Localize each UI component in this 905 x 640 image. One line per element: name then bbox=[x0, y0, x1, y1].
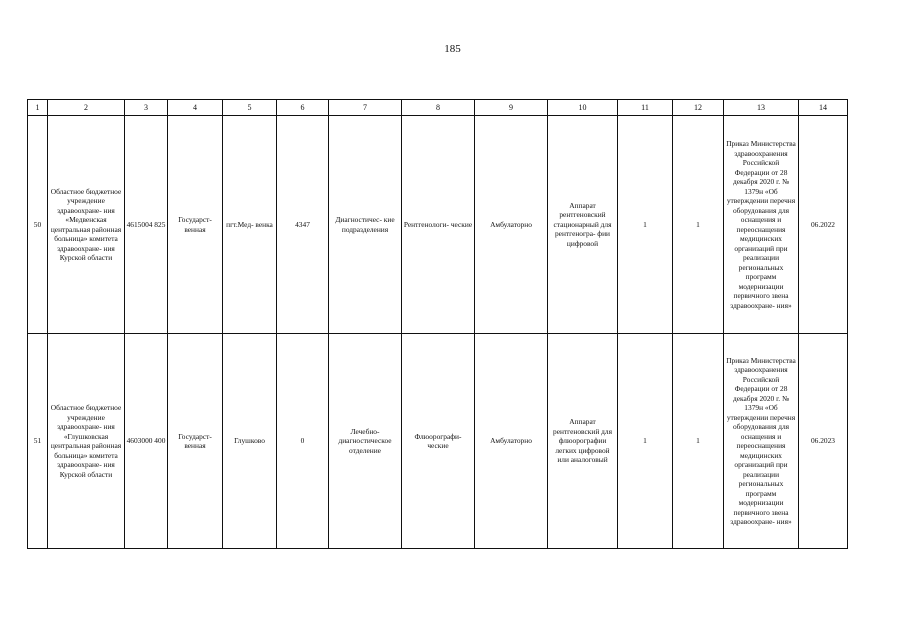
header-cell: 8 bbox=[402, 100, 475, 116]
row-number: 51 bbox=[28, 334, 48, 549]
locality: Глушково bbox=[223, 334, 277, 549]
locality: пгт.Мед- венка bbox=[223, 116, 277, 334]
header-cell: 3 bbox=[125, 100, 168, 116]
ownership-form: Государст- венная bbox=[168, 334, 223, 549]
delivery-date: 06.2023 bbox=[799, 334, 848, 549]
quantity-a: 1 bbox=[618, 334, 673, 549]
quantity-b: 1 bbox=[673, 116, 724, 334]
equipment-table bbox=[27, 99, 848, 549]
header-cell: 6 bbox=[277, 100, 329, 116]
header-cell: 2 bbox=[48, 100, 125, 116]
header-cell: 4 bbox=[168, 100, 223, 116]
institution-code: 4615004 825 bbox=[125, 116, 168, 334]
profile: Рентгенологи- ческие bbox=[402, 116, 475, 334]
table-row bbox=[28, 116, 848, 334]
delivery-date: 06.2022 bbox=[799, 116, 848, 334]
header-cell: 7 bbox=[329, 100, 402, 116]
header-cell: 13 bbox=[724, 100, 799, 116]
institution-code: 4603000 400 bbox=[125, 334, 168, 549]
ownership-form: Государст- венная bbox=[168, 116, 223, 334]
header-cell: 12 bbox=[673, 100, 724, 116]
care-type: Амбулаторно bbox=[475, 334, 548, 549]
quantity-b: 1 bbox=[673, 334, 724, 549]
population: 0 bbox=[277, 334, 329, 549]
header-cell: 11 bbox=[618, 100, 673, 116]
quantity-a: 1 bbox=[618, 116, 673, 334]
header-row bbox=[28, 100, 848, 116]
header-cell: 5 bbox=[223, 100, 277, 116]
table-row bbox=[28, 334, 848, 549]
department: Диагностичес- кие подразделения bbox=[329, 116, 402, 334]
legal-basis: Приказ Министерства здравоохранения Российской Федерации от 28 декабря 2020 г. № 1379н «Об утверждении перечня оборудования для оснащения и переоснащения медицинских организаций при реализации региональных программ модернизации первичного звена здравоохране- ния» bbox=[724, 116, 799, 334]
legal-basis: Приказ Министерства здравоохранения Российской Федерации от 28 декабря 2020 г. № 1379н «Об утверждении перечня оборудования для оснащения и переоснащения медицинских организаций при реализации региональных программ модернизации первичного звена здравоохране- ния» bbox=[724, 334, 799, 549]
institution-name: Областное бюджетное учреждение здравоохране- ния «Медвенская центральная районная больница» комитета здравоохране- ния Курской области bbox=[48, 116, 125, 334]
department: Лечебно- диагностическое отделение bbox=[329, 334, 402, 549]
care-type: Амбулаторно bbox=[475, 116, 548, 334]
page-number: 185 bbox=[444, 43, 461, 55]
header-cell: 10 bbox=[548, 100, 618, 116]
header-cell: 1 bbox=[28, 100, 48, 116]
header-cell: 9 bbox=[475, 100, 548, 116]
row-number: 50 bbox=[28, 116, 48, 334]
header-cell: 14 bbox=[799, 100, 848, 116]
profile: Флюорографи- ческие bbox=[402, 334, 475, 549]
equipment-name: Аппарат рентгеновский для флюорографии легких цифровой или аналоговый bbox=[548, 334, 618, 549]
institution-name: Областное бюджетное учреждение здравоохране- ния «Глушковская центральная районная больница» комитета здравоохране- ния Курской области bbox=[48, 334, 125, 549]
equipment-name: Аппарат рентгеновский стационарный для рентгеногра- фии цифровой bbox=[548, 116, 618, 334]
population: 4347 bbox=[277, 116, 329, 334]
